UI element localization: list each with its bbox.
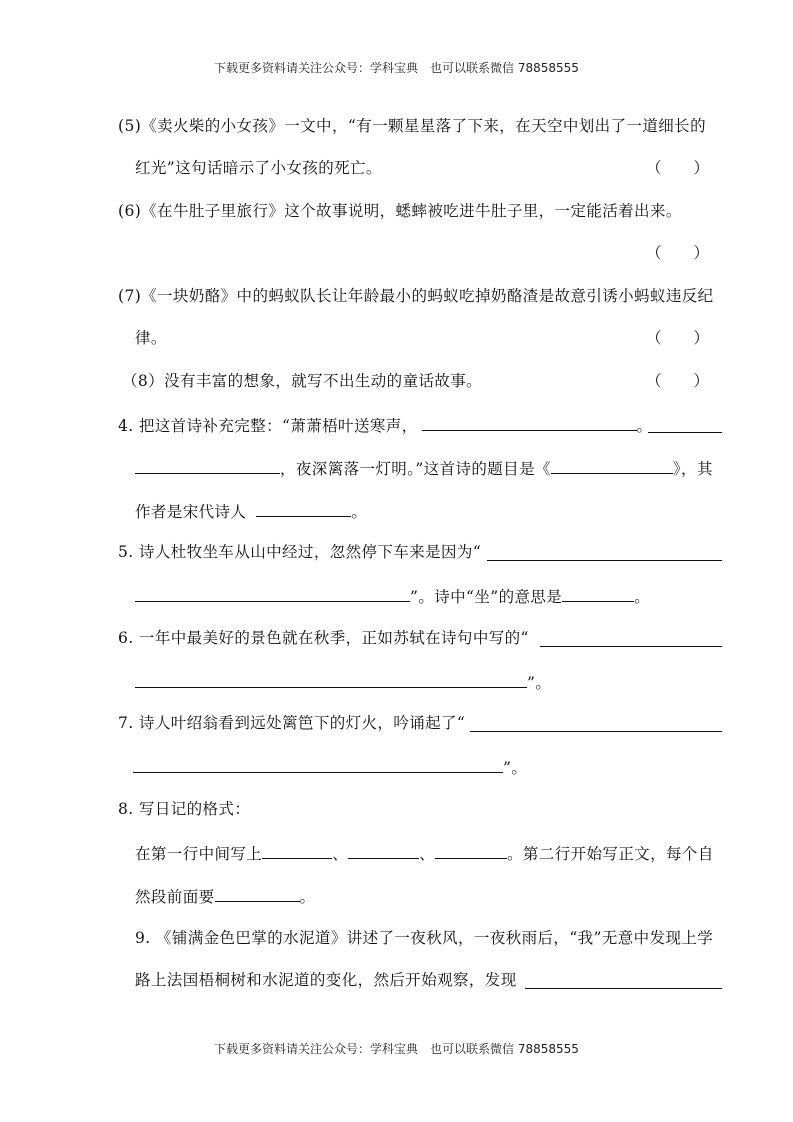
item-9-line-2: 路上法国梧桐树和水泥道的变化，然后开始观察，发现 bbox=[135, 971, 517, 989]
question-8-line-1: （8）没有丰富的想象，就写不出生动的童话故事。 bbox=[122, 372, 483, 390]
blank[interactable] bbox=[135, 457, 280, 474]
item-8-line-3 bbox=[135, 885, 315, 907]
item-4-line-1 bbox=[118, 414, 652, 436]
item-5-line-1 bbox=[118, 542, 481, 562]
text: 在第一行中间写上 bbox=[135, 845, 263, 863]
item-9-line-1: 9. 《铺满金色巴掌的水泥道》讲述了一夜秋风，一夜秋雨后，“我”无意中发现上学 bbox=[135, 929, 714, 947]
text: ”。 bbox=[527, 674, 552, 692]
page-header: 下载更多资料请关注公众号：学科宝典 也可以联系微信 78858555 bbox=[214, 61, 579, 75]
paren-open: （ bbox=[646, 372, 662, 390]
blank[interactable] bbox=[348, 842, 419, 859]
text: 、 bbox=[332, 845, 349, 863]
blank[interactable] bbox=[562, 585, 634, 602]
paren-open: （ bbox=[646, 329, 662, 347]
item-7-line-1 bbox=[118, 713, 465, 733]
text: 》，其 bbox=[672, 460, 713, 478]
text: 6. 一年中最美好的景色就在秋季，正如苏轼在诗句中写的“ bbox=[118, 629, 529, 647]
blank[interactable] bbox=[215, 885, 300, 902]
blank[interactable] bbox=[648, 414, 722, 433]
text: 7. 诗人叶绍翁看到远处篱笆下的灯火，吟诵起了“ bbox=[118, 714, 466, 732]
question-6-line-1: (6)《在牛肚子里旅行》这个故事说明，蟋蟀被吃进牛肚子里，一定能活着出来。 bbox=[118, 202, 682, 220]
answer-paren-8[interactable] bbox=[646, 371, 709, 391]
text: 。 bbox=[636, 417, 653, 435]
paren-close: ） bbox=[693, 244, 710, 262]
text: 。 bbox=[634, 588, 651, 606]
blank[interactable] bbox=[135, 671, 527, 688]
blank[interactable] bbox=[487, 542, 722, 561]
blank[interactable] bbox=[422, 414, 637, 431]
paren-close: ） bbox=[693, 372, 710, 390]
text: 4. 把这首诗补充完整：“萧萧梧叶送寒声， bbox=[118, 417, 418, 435]
blank[interactable] bbox=[133, 756, 503, 773]
item-4-line-3 bbox=[135, 500, 367, 522]
paren-open: （ bbox=[646, 159, 662, 177]
item-6-line-1 bbox=[118, 628, 529, 648]
paren-close: ） bbox=[693, 159, 710, 177]
blank[interactable] bbox=[540, 628, 722, 647]
text: 。第二行开始写正文，每个自 bbox=[507, 845, 714, 863]
answer-paren-6[interactable] bbox=[646, 243, 709, 263]
item-6-line-2 bbox=[135, 671, 551, 693]
question-7-line-2: 律。 bbox=[135, 329, 167, 347]
blank[interactable] bbox=[135, 585, 410, 602]
item-7-line-2 bbox=[133, 756, 527, 778]
question-5-line-2: 红光”这句话暗示了小女孩的死亡。 bbox=[135, 159, 382, 177]
blank[interactable] bbox=[525, 970, 722, 989]
text: 。 bbox=[299, 888, 316, 906]
item-5-line-2 bbox=[135, 585, 650, 607]
text: ”。诗中“坐”的意思是 bbox=[410, 588, 563, 606]
blank[interactable] bbox=[435, 842, 507, 859]
question-7-line-1: (7)《一块奶酪》中的蚂蚁队长让年龄最小的蚂蚁吃掉奶酪渣是故意引诱小蚂蚁违反纪 bbox=[118, 287, 714, 305]
question-5-line-1: (5)《卖火柴的小女孩》一文中，“有一颗星星落了下来，在天空中划出了一道细长的 bbox=[118, 117, 706, 135]
text: ”。 bbox=[503, 759, 528, 777]
text: 作者是宋代诗人 bbox=[135, 503, 247, 521]
paren-open: （ bbox=[646, 244, 662, 262]
blank[interactable] bbox=[256, 500, 351, 517]
text: 、 bbox=[419, 845, 436, 863]
blank[interactable] bbox=[262, 842, 332, 859]
item-4-line-2 bbox=[135, 457, 713, 479]
blank[interactable] bbox=[551, 457, 673, 474]
answer-paren-5[interactable] bbox=[646, 158, 709, 178]
item-8-line-1: 8. 写日记的格式： bbox=[118, 800, 251, 818]
text: 5. 诗人杜牧坐车从山中经过，忽然停下车来是因为“ bbox=[118, 543, 482, 561]
page-footer: 下载更多资料请关注公众号：学科宝典 也可以联系微信 78858555 bbox=[214, 1042, 579, 1056]
text: 。 bbox=[351, 503, 368, 521]
text: 然段前面要 bbox=[135, 888, 215, 906]
paren-close: ） bbox=[693, 329, 710, 347]
blank[interactable] bbox=[470, 713, 722, 732]
text: ，夜深篱落一灯明。”这首诗的题目是《 bbox=[280, 460, 551, 478]
item-8-line-2 bbox=[135, 842, 714, 864]
answer-paren-7[interactable] bbox=[646, 328, 709, 348]
